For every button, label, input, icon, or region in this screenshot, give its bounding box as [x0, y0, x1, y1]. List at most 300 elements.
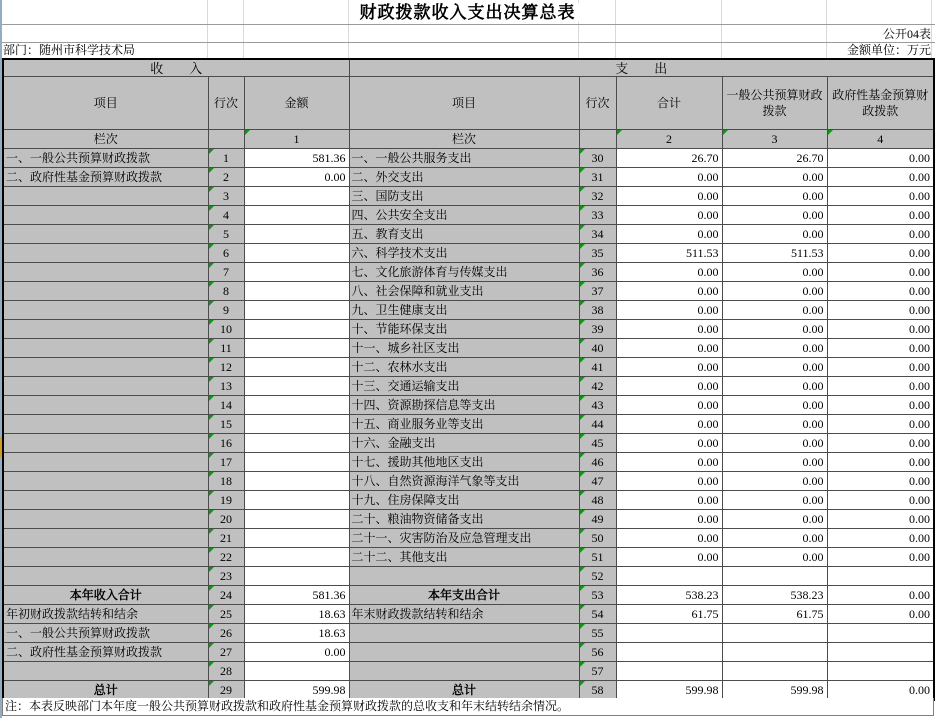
expense-item-cell[interactable]: [349, 567, 579, 586]
expense-total-cell[interactable]: [616, 396, 722, 415]
income-amount-cell[interactable]: [244, 643, 349, 662]
income-amount-cell[interactable]: [244, 225, 349, 244]
income-item-cell[interactable]: [3, 643, 208, 662]
lanci-expense-rowno-blank[interactable]: [579, 130, 616, 149]
expense-item-cell[interactable]: [349, 510, 579, 529]
cell-text: 511.53: [790, 245, 824, 260]
expense-item-cell[interactable]: [349, 415, 579, 434]
expense-general-budget-cell[interactable]: [722, 358, 827, 377]
income-item-cell[interactable]: [3, 225, 208, 244]
expense-general-budget-cell[interactable]: [722, 472, 827, 491]
expense-rowno-cell[interactable]: [579, 662, 616, 681]
income-amount-cell[interactable]: [244, 605, 349, 624]
expense-total-cell[interactable]: [616, 244, 722, 263]
expense-item-cell[interactable]: [349, 377, 579, 396]
col-header-total[interactable]: 合计: [616, 77, 722, 130]
expense-item-cell[interactable]: [349, 548, 579, 567]
expense-govt-fund-cell[interactable]: [827, 225, 934, 244]
expense-rowno-cell[interactable]: [579, 244, 616, 263]
income-amount-cell[interactable]: [244, 624, 349, 643]
expense-govt-fund-cell[interactable]: [827, 567, 934, 586]
column-header-row: [3, 77, 934, 130]
lanci-col-1[interactable]: [244, 130, 349, 149]
expense-govt-fund-cell[interactable]: [827, 415, 934, 434]
income-amount-cell[interactable]: [244, 263, 349, 282]
income-rowno-cell[interactable]: [208, 510, 244, 529]
expense-general-budget-cell[interactable]: [722, 415, 827, 434]
income-amount-cell[interactable]: [244, 434, 349, 453]
expense-rowno-cell[interactable]: [579, 168, 616, 187]
table-row: [3, 187, 934, 206]
income-rowno-cell[interactable]: [208, 396, 244, 415]
cell-text: 0.00: [802, 302, 824, 317]
income-item-cell[interactable]: [3, 282, 208, 301]
expense-total-cell[interactable]: [616, 643, 722, 662]
income-amount-cell[interactable]: [244, 358, 349, 377]
expense-govt-fund-cell[interactable]: [827, 263, 934, 282]
expense-item-cell[interactable]: [349, 491, 579, 510]
cell-text: 0.00: [697, 530, 719, 545]
income-item-cell[interactable]: [3, 434, 208, 453]
cell-text: 50: [591, 530, 604, 545]
expense-item-cell[interactable]: [349, 358, 579, 377]
income-amount-cell[interactable]: [244, 491, 349, 510]
expense-total-cell[interactable]: [616, 415, 722, 434]
expense-total-cell[interactable]: [616, 282, 722, 301]
column-index-row: [3, 130, 934, 149]
cell-text: 0.00: [697, 378, 719, 393]
income-amount-cell[interactable]: [244, 320, 349, 339]
income-item-cell[interactable]: [3, 415, 208, 434]
expense-general-budget-cell[interactable]: [722, 149, 827, 168]
expense-total-cell[interactable]: [616, 605, 722, 624]
error-indicator-triangle: [580, 434, 585, 439]
income-item-cell[interactable]: [3, 586, 208, 605]
error-indicator-triangle: [209, 206, 214, 211]
income-rowno-cell[interactable]: [208, 339, 244, 358]
expense-item-cell[interactable]: [349, 206, 579, 225]
income-rowno-cell[interactable]: [208, 301, 244, 320]
expense-rowno-cell[interactable]: [579, 206, 616, 225]
error-indicator-triangle: [580, 415, 585, 420]
income-rowno-cell[interactable]: [208, 358, 244, 377]
section-band-row: [3, 59, 934, 77]
cell-text: 61.75: [796, 606, 824, 621]
cell-text: 0.00: [909, 416, 931, 431]
income-item-cell[interactable]: [3, 529, 208, 548]
table-row: [3, 415, 934, 434]
expense-total-cell[interactable]: [616, 453, 722, 472]
expense-total-cell[interactable]: [616, 149, 722, 168]
expense-general-budget-cell[interactable]: [722, 529, 827, 548]
expense-general-budget-cell[interactable]: [722, 643, 827, 662]
expense-rowno-cell[interactable]: [579, 491, 616, 510]
expense-general-budget-cell[interactable]: [722, 548, 827, 567]
expense-total-cell[interactable]: [616, 225, 722, 244]
expense-total-cell[interactable]: [616, 187, 722, 206]
expense-total-cell[interactable]: [616, 377, 722, 396]
expense-total-cell[interactable]: [616, 548, 722, 567]
cell-text: 0.00: [802, 492, 824, 507]
income-amount-cell[interactable]: [244, 206, 349, 225]
cell-text: 0.00: [909, 549, 931, 564]
expense-total-cell[interactable]: [616, 168, 722, 187]
expense-govt-fund-cell[interactable]: [827, 244, 934, 263]
expense-item-cell[interactable]: [349, 453, 579, 472]
income-item-cell[interactable]: [3, 472, 208, 491]
income-amount-cell[interactable]: [244, 586, 349, 605]
expense-general-budget-cell[interactable]: [722, 168, 827, 187]
expense-rowno-cell[interactable]: [579, 358, 616, 377]
cell-text: 27: [220, 644, 232, 659]
expense-total-cell[interactable]: [616, 320, 722, 339]
income-rowno-cell[interactable]: [208, 225, 244, 244]
expense-general-budget-cell[interactable]: [722, 320, 827, 339]
expense-total-cell[interactable]: [616, 510, 722, 529]
lanci-income-rowno-blank[interactable]: [208, 130, 244, 149]
expense-total-cell[interactable]: [616, 472, 722, 491]
expense-rowno-cell[interactable]: [579, 567, 616, 586]
expense-item-cell[interactable]: [349, 434, 579, 453]
expense-general-budget-cell[interactable]: [722, 282, 827, 301]
cell-text: 538.23: [685, 587, 719, 602]
col-header-govt-fund[interactable]: 政府性基金预算财政拨款: [827, 77, 934, 130]
expense-total-cell[interactable]: [616, 263, 722, 282]
expense-rowno-cell[interactable]: [579, 415, 616, 434]
income-amount-cell[interactable]: [244, 396, 349, 415]
expense-general-budget-cell[interactable]: [722, 263, 827, 282]
income-rowno-cell[interactable]: [208, 187, 244, 206]
expense-govt-fund-cell[interactable]: [827, 149, 934, 168]
cell-text: 18.63: [318, 606, 346, 621]
income-amount-cell[interactable]: [244, 187, 349, 206]
expense-total-cell[interactable]: [616, 662, 722, 681]
income-rowno-cell[interactable]: [208, 662, 244, 681]
income-item-cell[interactable]: [3, 510, 208, 529]
income-item-cell[interactable]: [3, 624, 208, 643]
cell-text: 18.63: [318, 625, 346, 640]
expense-general-budget-cell[interactable]: [722, 662, 827, 681]
expense-general-budget-cell[interactable]: [722, 396, 827, 415]
expense-item-cell[interactable]: [349, 187, 579, 206]
lanci-col-3[interactable]: [722, 130, 827, 149]
expense-rowno-cell[interactable]: [579, 149, 616, 168]
income-amount-cell[interactable]: [244, 548, 349, 567]
error-indicator-triangle: [580, 282, 585, 287]
income-rowno-cell[interactable]: [208, 206, 244, 225]
expense-general-budget-cell[interactable]: [722, 605, 827, 624]
income-item-cell[interactable]: [3, 320, 208, 339]
lanci-col-4[interactable]: [827, 130, 934, 149]
cell-text: 0.00: [802, 416, 824, 431]
col-header-income-item[interactable]: 项目: [3, 77, 208, 130]
cell-text: 0.00: [909, 302, 931, 317]
error-indicator-triangle: [209, 662, 214, 667]
expense-general-budget-cell[interactable]: [722, 377, 827, 396]
income-amount-cell[interactable]: [244, 662, 349, 681]
expense-rowno-cell[interactable]: [579, 472, 616, 491]
income-amount-cell[interactable]: [244, 301, 349, 320]
expense-total-cell[interactable]: [616, 358, 722, 377]
expense-total-cell[interactable]: [616, 339, 722, 358]
lanci-col-2[interactable]: [616, 130, 722, 149]
expense-rowno-cell[interactable]: [579, 301, 616, 320]
cell-text: 47: [591, 473, 604, 488]
cell-text: 48: [591, 492, 604, 507]
lanci-income-label[interactable]: 栏次: [3, 130, 208, 149]
income-rowno-cell[interactable]: [208, 453, 244, 472]
cell-text: 581.36: [312, 587, 346, 602]
error-indicator-triangle: [209, 605, 214, 610]
income-rowno-cell[interactable]: [208, 263, 244, 282]
expense-rowno-cell[interactable]: [579, 453, 616, 472]
expense-govt-fund-cell[interactable]: [827, 187, 934, 206]
cell-text: 0.00: [909, 435, 931, 450]
expense-rowno-cell[interactable]: [579, 643, 616, 662]
income-amount-cell[interactable]: [244, 149, 349, 168]
income-rowno-cell[interactable]: [208, 149, 244, 168]
cell-text: 511.53: [685, 245, 719, 260]
income-rowno-cell[interactable]: [208, 282, 244, 301]
cell-text: 4: [877, 131, 884, 146]
expense-rowno-cell[interactable]: [579, 605, 616, 624]
cell-text: 1: [293, 131, 300, 146]
expense-general-budget-cell[interactable]: [722, 491, 827, 510]
expense-rowno-cell[interactable]: [579, 339, 616, 358]
cell-text: 17: [220, 454, 232, 469]
error-indicator-triangle: [580, 358, 585, 363]
expense-govt-fund-cell[interactable]: [827, 168, 934, 187]
expense-general-budget-cell[interactable]: [722, 624, 827, 643]
expense-govt-fund-cell[interactable]: [827, 491, 934, 510]
cell-text: 3: [223, 188, 229, 203]
income-rowno-cell[interactable]: [208, 548, 244, 567]
income-item-cell[interactable]: [3, 396, 208, 415]
income-item-cell[interactable]: [3, 263, 208, 282]
income-rowno-cell[interactable]: [208, 529, 244, 548]
expense-rowno-cell[interactable]: [579, 529, 616, 548]
income-item-cell[interactable]: [3, 149, 208, 168]
expense-total-cell[interactable]: [616, 206, 722, 225]
income-amount-cell[interactable]: [244, 282, 349, 301]
col-header-income-rowno[interactable]: 行次: [208, 77, 244, 130]
expense-rowno-cell[interactable]: [579, 548, 616, 567]
table-row: [3, 263, 934, 282]
cell-text: 11: [220, 340, 232, 355]
cell-text: 0.00: [697, 416, 719, 431]
cell-text: 40: [591, 340, 604, 355]
income-rowno-cell[interactable]: [208, 605, 244, 624]
table-row: [3, 244, 934, 263]
expense-total-cell[interactable]: [616, 301, 722, 320]
expense-general-budget-cell[interactable]: [722, 453, 827, 472]
income-item-cell[interactable]: [3, 377, 208, 396]
income-amount-cell[interactable]: [244, 510, 349, 529]
expense-govt-fund-cell[interactable]: [827, 377, 934, 396]
expense-govt-fund-cell[interactable]: [827, 301, 934, 320]
expense-rowno-cell[interactable]: [579, 263, 616, 282]
income-amount-cell[interactable]: [244, 244, 349, 263]
expense-rowno-cell[interactable]: [579, 225, 616, 244]
cell-text: 二十一、灾害防治及应急管理支出: [351, 530, 532, 545]
income-rowno-cell[interactable]: [208, 377, 244, 396]
expense-govt-fund-cell[interactable]: [827, 510, 934, 529]
expense-item-cell[interactable]: [349, 472, 579, 491]
income-item-cell[interactable]: [3, 548, 208, 567]
expense-govt-fund-cell[interactable]: [827, 320, 934, 339]
cell-text: 30: [591, 150, 604, 165]
cell-text: 0.00: [697, 549, 719, 564]
income-amount-cell[interactable]: [244, 472, 349, 491]
expense-total-cell[interactable]: [616, 567, 722, 586]
income-item-cell[interactable]: [3, 301, 208, 320]
col-header-general-budget[interactable]: 一般公共预算财政拨款: [722, 77, 827, 130]
expense-total-cell[interactable]: [616, 491, 722, 510]
col-header-expense-rowno[interactable]: 行次: [579, 77, 616, 130]
expense-total-cell[interactable]: [616, 434, 722, 453]
expense-total-cell[interactable]: [616, 529, 722, 548]
income-rowno-cell[interactable]: [208, 168, 244, 187]
expense-govt-fund-cell[interactable]: [827, 358, 934, 377]
expense-rowno-cell[interactable]: [579, 396, 616, 415]
expense-rowno-cell[interactable]: [579, 187, 616, 206]
income-rowno-cell[interactable]: [208, 586, 244, 605]
income-rowno-cell[interactable]: [208, 491, 244, 510]
income-item-cell[interactable]: [3, 453, 208, 472]
income-amount-cell[interactable]: [244, 377, 349, 396]
expense-rowno-cell[interactable]: [579, 586, 616, 605]
income-amount-cell[interactable]: [244, 415, 349, 434]
expense-general-budget-cell[interactable]: [722, 301, 827, 320]
expense-item-cell[interactable]: [349, 282, 579, 301]
expense-item-cell[interactable]: [349, 605, 579, 624]
income-rowno-cell[interactable]: [208, 624, 244, 643]
income-item-cell[interactable]: [3, 605, 208, 624]
expense-rowno-cell[interactable]: [579, 320, 616, 339]
expense-govt-fund-cell[interactable]: [827, 453, 934, 472]
cell-text: 25: [220, 606, 232, 621]
col-header-amount[interactable]: 金额: [244, 77, 349, 130]
expense-govt-fund-cell[interactable]: [827, 396, 934, 415]
income-rowno-cell[interactable]: [208, 244, 244, 263]
income-rowno-cell[interactable]: [208, 643, 244, 662]
expense-item-cell[interactable]: [349, 339, 579, 358]
expense-rowno-cell[interactable]: [579, 624, 616, 643]
cell-text: 5: [223, 226, 229, 241]
income-item-cell[interactable]: [3, 358, 208, 377]
income-amount-cell[interactable]: [244, 168, 349, 187]
expense-item-cell[interactable]: [349, 301, 579, 320]
expense-item-cell[interactable]: [349, 624, 579, 643]
expense-govt-fund-cell[interactable]: [827, 472, 934, 491]
lanci-expense-label[interactable]: 栏次: [349, 130, 579, 149]
expense-item-cell[interactable]: [349, 320, 579, 339]
income-rowno-cell[interactable]: [208, 415, 244, 434]
expense-general-budget-cell[interactable]: [722, 244, 827, 263]
expense-govt-fund-cell[interactable]: [827, 548, 934, 567]
expense-item-cell[interactable]: [349, 396, 579, 415]
expense-general-budget-cell[interactable]: [722, 339, 827, 358]
expense-item-cell[interactable]: [349, 586, 579, 605]
income-rowno-cell[interactable]: [208, 434, 244, 453]
expense-rowno-cell[interactable]: [579, 377, 616, 396]
expense-general-budget-cell[interactable]: [722, 225, 827, 244]
col-header-expense-item[interactable]: 项目: [349, 77, 579, 130]
income-amount-cell[interactable]: [244, 453, 349, 472]
expense-item-cell[interactable]: [349, 244, 579, 263]
income-rowno-cell[interactable]: [208, 567, 244, 586]
expense-govt-fund-cell[interactable]: [827, 643, 934, 662]
income-item-cell[interactable]: [3, 662, 208, 681]
expense-general-budget-cell[interactable]: [722, 586, 827, 605]
expense-item-cell[interactable]: [349, 168, 579, 187]
expense-section-header[interactable]: 支 出: [349, 59, 934, 77]
cell-text: 16: [220, 435, 232, 450]
expense-govt-fund-cell[interactable]: [827, 586, 934, 605]
cell-text: 0.00: [802, 397, 824, 412]
expense-govt-fund-cell[interactable]: [827, 529, 934, 548]
expense-total-cell[interactable]: [616, 586, 722, 605]
expense-general-budget-cell[interactable]: [722, 434, 827, 453]
expense-item-cell[interactable]: [349, 643, 579, 662]
error-indicator-triangle: [580, 206, 585, 211]
error-indicator-triangle: [580, 396, 585, 401]
expense-govt-fund-cell[interactable]: [827, 339, 934, 358]
expense-item-cell[interactable]: [349, 149, 579, 168]
expense-item-cell[interactable]: [349, 263, 579, 282]
error-indicator-triangle: [580, 567, 585, 572]
income-item-cell[interactable]: [3, 187, 208, 206]
income-rowno-cell[interactable]: [208, 320, 244, 339]
expense-rowno-cell[interactable]: [579, 282, 616, 301]
expense-govt-fund-cell[interactable]: [827, 282, 934, 301]
income-amount-cell[interactable]: [244, 567, 349, 586]
error-indicator-triangle: [580, 529, 585, 534]
expense-item-cell[interactable]: [349, 225, 579, 244]
income-section-header[interactable]: 收 入: [3, 59, 349, 77]
expense-rowno-cell[interactable]: [579, 434, 616, 453]
income-item-cell[interactable]: [3, 339, 208, 358]
expense-item-cell[interactable]: [349, 662, 579, 681]
income-item-cell[interactable]: [3, 244, 208, 263]
cell-text: 0.00: [909, 454, 931, 469]
income-item-cell[interactable]: [3, 168, 208, 187]
cell-text: 0.00: [802, 321, 824, 336]
expense-general-budget-cell[interactable]: [722, 187, 827, 206]
income-item-cell[interactable]: [3, 491, 208, 510]
expense-govt-fund-cell[interactable]: [827, 434, 934, 453]
income-rowno-cell[interactable]: [208, 472, 244, 491]
expense-general-budget-cell[interactable]: [722, 206, 827, 225]
expense-govt-fund-cell[interactable]: [827, 206, 934, 225]
expense-general-budget-cell[interactable]: [722, 510, 827, 529]
cell-text: 0.00: [802, 530, 824, 545]
expense-govt-fund-cell[interactable]: [827, 624, 934, 643]
error-indicator-triangle: [580, 605, 585, 610]
cell-text: 0.00: [697, 397, 719, 412]
expense-govt-fund-cell[interactable]: [827, 662, 934, 681]
income-item-cell[interactable]: [3, 206, 208, 225]
income-item-cell[interactable]: [3, 567, 208, 586]
income-amount-cell[interactable]: [244, 529, 349, 548]
expense-govt-fund-cell[interactable]: [827, 605, 934, 624]
expense-item-cell[interactable]: [349, 529, 579, 548]
expense-rowno-cell[interactable]: [579, 510, 616, 529]
expense-general-budget-cell[interactable]: [722, 567, 827, 586]
income-amount-cell[interactable]: [244, 339, 349, 358]
cell-text: 44: [591, 416, 604, 431]
expense-total-cell[interactable]: [616, 624, 722, 643]
